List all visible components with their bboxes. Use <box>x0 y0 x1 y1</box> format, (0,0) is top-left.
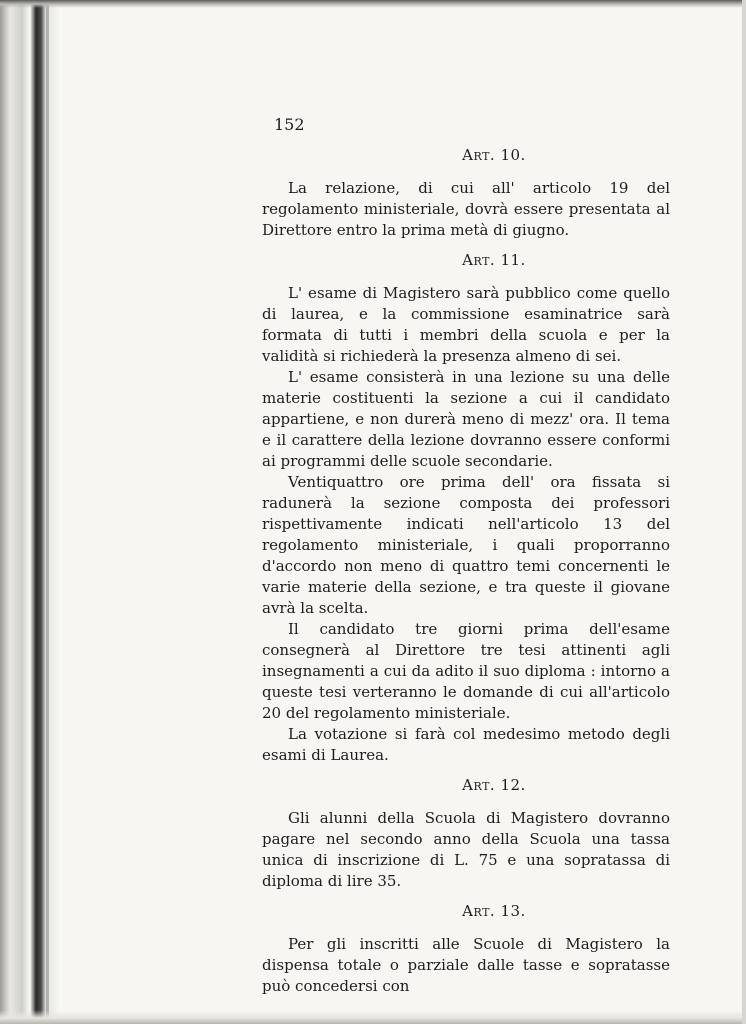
paragraph: La votazione si farà col medesimo metodo degli esami di Laurea. <box>262 725 670 764</box>
right-page-edge <box>742 0 746 1024</box>
article-body <box>262 178 670 241</box>
paragraph: Gli alunni della Scuola di Magistero dovranno pagare nel secondo anno della Scuola una tassa unica di inscrizione di L. 75 e una sopratassa di diploma di lire 35. <box>262 809 670 890</box>
paragraph: Il candidato tre giorni prima dell'esame consegnerà al Direttore tre tesi attinenti agli insegnamenti a cui da adito il suo diploma : intorno a queste tesi verteranno le domande di cui all'articolo 20 del regolamento ministeriale. <box>262 620 670 722</box>
book-binding-edge <box>0 0 62 1024</box>
article-body <box>262 808 670 892</box>
page-number: 152 <box>274 115 305 134</box>
bottom-page-edge <box>0 1010 746 1024</box>
article-12 <box>262 774 670 892</box>
binding-shadow-line <box>46 0 49 1024</box>
article-heading: Art. 10. <box>462 146 526 164</box>
article-11 <box>262 249 670 766</box>
document-page <box>262 112 670 1005</box>
paragraph: La relazione, di cui all' articolo 19 del regolamento ministeriale, dovrà essere presentata al Direttore entro la prima metà di giugno. <box>262 179 670 239</box>
paragraph: L' esame consisterà in una lezione su una delle materie costituenti la sezione a cui il candidato appartiene, e non durerà meno di mezz' ora. Il tema e il carattere della lezione dovranno essere conformi ai programmi delle scuole secondarie. <box>262 368 670 470</box>
paragraph: L' esame di Magistero sarà pubblico come quello di laurea, e la commissione esaminatrice sarà formata di tutti i membri della scuola e per la validità si richiederà la presenza almeno di sei. <box>262 284 670 365</box>
paragraph: Per gli inscritti alle Scuole di Magistero la dispensa totale o parziale dalle tasse e sopratasse può concedersi con <box>262 935 670 995</box>
article-heading: Art. 12. <box>462 776 526 794</box>
paragraph: Ventiquattro ore prima dell' ora fissata si radunerà la sezione composta dei professori rispettivamente indicati nell'articolo 13 del regolamento ministeriale, i quali proporranno d'accordo non meno di quattro temi concernenti le varie materie della sezione, e tra queste il giovane avrà la scelta. <box>262 473 670 617</box>
article-body <box>262 934 670 997</box>
article-heading: Art. 11. <box>462 251 526 269</box>
top-page-edge <box>0 0 746 8</box>
article-10 <box>262 144 670 241</box>
article-body <box>262 283 670 766</box>
article-heading: Art. 13. <box>462 902 526 920</box>
article-13 <box>262 900 670 997</box>
